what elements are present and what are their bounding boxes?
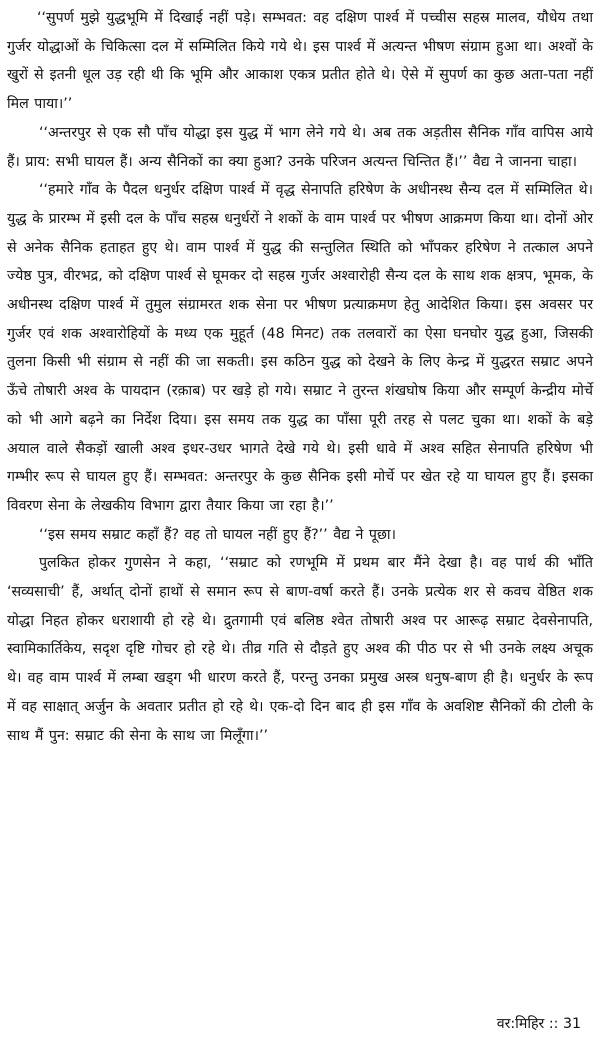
book-page [7,4,593,1038]
footer-separator: :: [548,1016,559,1032]
paragraph-1: ‘‘सुपर्ण मुझे युद्धभूमि में दिखाई नहीं पड़े। सम्भवत: वह दक्षिण पार्श्व में पच्चीस सहस्र मालव, यौधेय तथा गुर्जर योद्धाओं के चिकित्सा दल में सम्मिलित किये गये थे। इस पार्श्व में अत्यन्त भीषण संग्राम हुआ था। अश्वों के खुरों से इतनी धूल उड़ रही थी कि भूमि और आकाश एकत्र प्रतीत होते थे। ऐसे में सुपर्ण का कुछ अता-पता नहीं मिल पाया।’’ [7,10,593,113]
paragraph-3: ‘‘हमारे गाँव के पैदल धनुर्धर दक्षिण पार्श्व में वृद्ध सेनापति हरिषेण के अधीनस्थ सैन्य दल में सम्मिलित थे। युद्ध के प्रारम्भ में इसी दल के पाँच सहस्र धनुर्धरों ने शकों के वाम पार्श्व पर भीषण आक्रमण किया था। दोनों ओर से अनेक सैनिक हताहत हुए थे। वाम पार्श्व में युद्ध की सन्तुलित स्थिति को भाँपकर हरिषेण ने तत्काल अपने ज्येष्ठ पुत्र, वीरभद्र, को दक्षिण पार्श्व से घूमकर दो सहस्र गुर्जर अश्वारोही सैन्य दल के साथ शक क्षत्रप, भूमक, के अधीनस्थ दक्षिण पार्श्व में तुमुल संग्रामरत शक सेना पर भीषण प्रत्याक्रमण हेतु आदेशित किया। इस अवसर पर गुर्जर एवं शक अश्वारोहियों के मध्य एक मुहूर्त (48 मिनट) तक तलवारों का ऐसा घनघोर युद्ध हुआ, जिसकी तुलना किसी भी संग्राम से नहीं की जा सकती। इस कठिन युद्ध को देखने के लिए केन्द्र में युद्धरत सम्राट अपने ऊँचे तोषारी अश्व के पायदान (रक़ाब) पर खड़े हो गये। सम्राट ने तुरन्त शंखघोष किया और सम्पूर्ण केन्द्रीय मोर्चे को भी आगे बढ़ने का निर्देश दिया। इस समय तक युद्ध का पाँसा पूरी तरह से पलट चुका था। शकों के बड़े अयाल वाले सैकड़ों खाली अश्व इधर-उधर भागते देखे गये थे। इसी धावे में अश्व सहित सेनापति हरिषेण भी गम्भीर रूप से घायल हुए हैं। सम्भवत: अन्तरपुर के कुछ सैनिक इसी मोर्चे पर खेत रहे या घायल हुए हैं। इसका विवरण सेना के लेखकीय विभाग द्वारा तैयार किया जा रहा है।’’ [7,182,593,514]
page-footer [497,1012,581,1036]
paragraph-2: ‘‘अन्तरपुर से एक सौ पाँच योद्धा इस युद्ध में भाग लेने गये थे। अब तक अड़तीस सैनिक गाँव वापिस आये हैं। प्राय: सभी घायल हैं। अन्य सैनिकों का क्या हुआ? उनके परिजन अत्यन्त चिन्तित हैं।’’ वैद्य ने जानना चाहा। [7,124,593,170]
page-number: 31 [562,1016,581,1032]
running-title: वर:मिहिर [496,1016,545,1032]
page-body [7,4,593,750]
paragraph-5: पुलकित होकर गुणसेन ने कहा, ‘‘सम्राट को रणभूमि में प्रथम बार मैंने देखा है। वह पार्थ की भाँति ‘सव्यसाची’ हैं, अर्थात् दोनों हाथों से समान रूप से बाण-वर्षा करते हैं। उनके प्रत्येक शर से कवच वेष्ठित शक योद्धा निहत होकर धराशायी हो रहे थे। द्रुतगामी एवं बलिष्ठ श्वेत तोषारी अश्व पर आरूढ़ सम्राट देवसेनापति, स्वामिकार्तिकेय, सदृश दृष्टि गोचर हो रहे थे। तीव्र गति से दौड़ते हुए अश्व की पीठ पर से भी उनके लक्ष्य अचूक थे। वह वाम पार्श्व में लम्बा खड्ग भी धारण करते हैं, परन्तु उनका प्रमुख अस्त्र धनुष-बाण ही है। धनुर्धर के रूप में वह साक्षात् अर्जुन के अवतार प्रतीत हो रहे थे। एक-दो दिन बाद ही इस गाँव के अवशिष्ट सैनिकों की टोली के साथ मैं पुन: सम्राट की सेना के साथ जा मिलूँगा।’’ [7,555,593,744]
paragraph-4: ‘‘इस समय सम्राट कहाँ हैं? वह तो घायल नहीं हुए हैं?’’ वैद्य ने पूछा। [39,526,396,543]
